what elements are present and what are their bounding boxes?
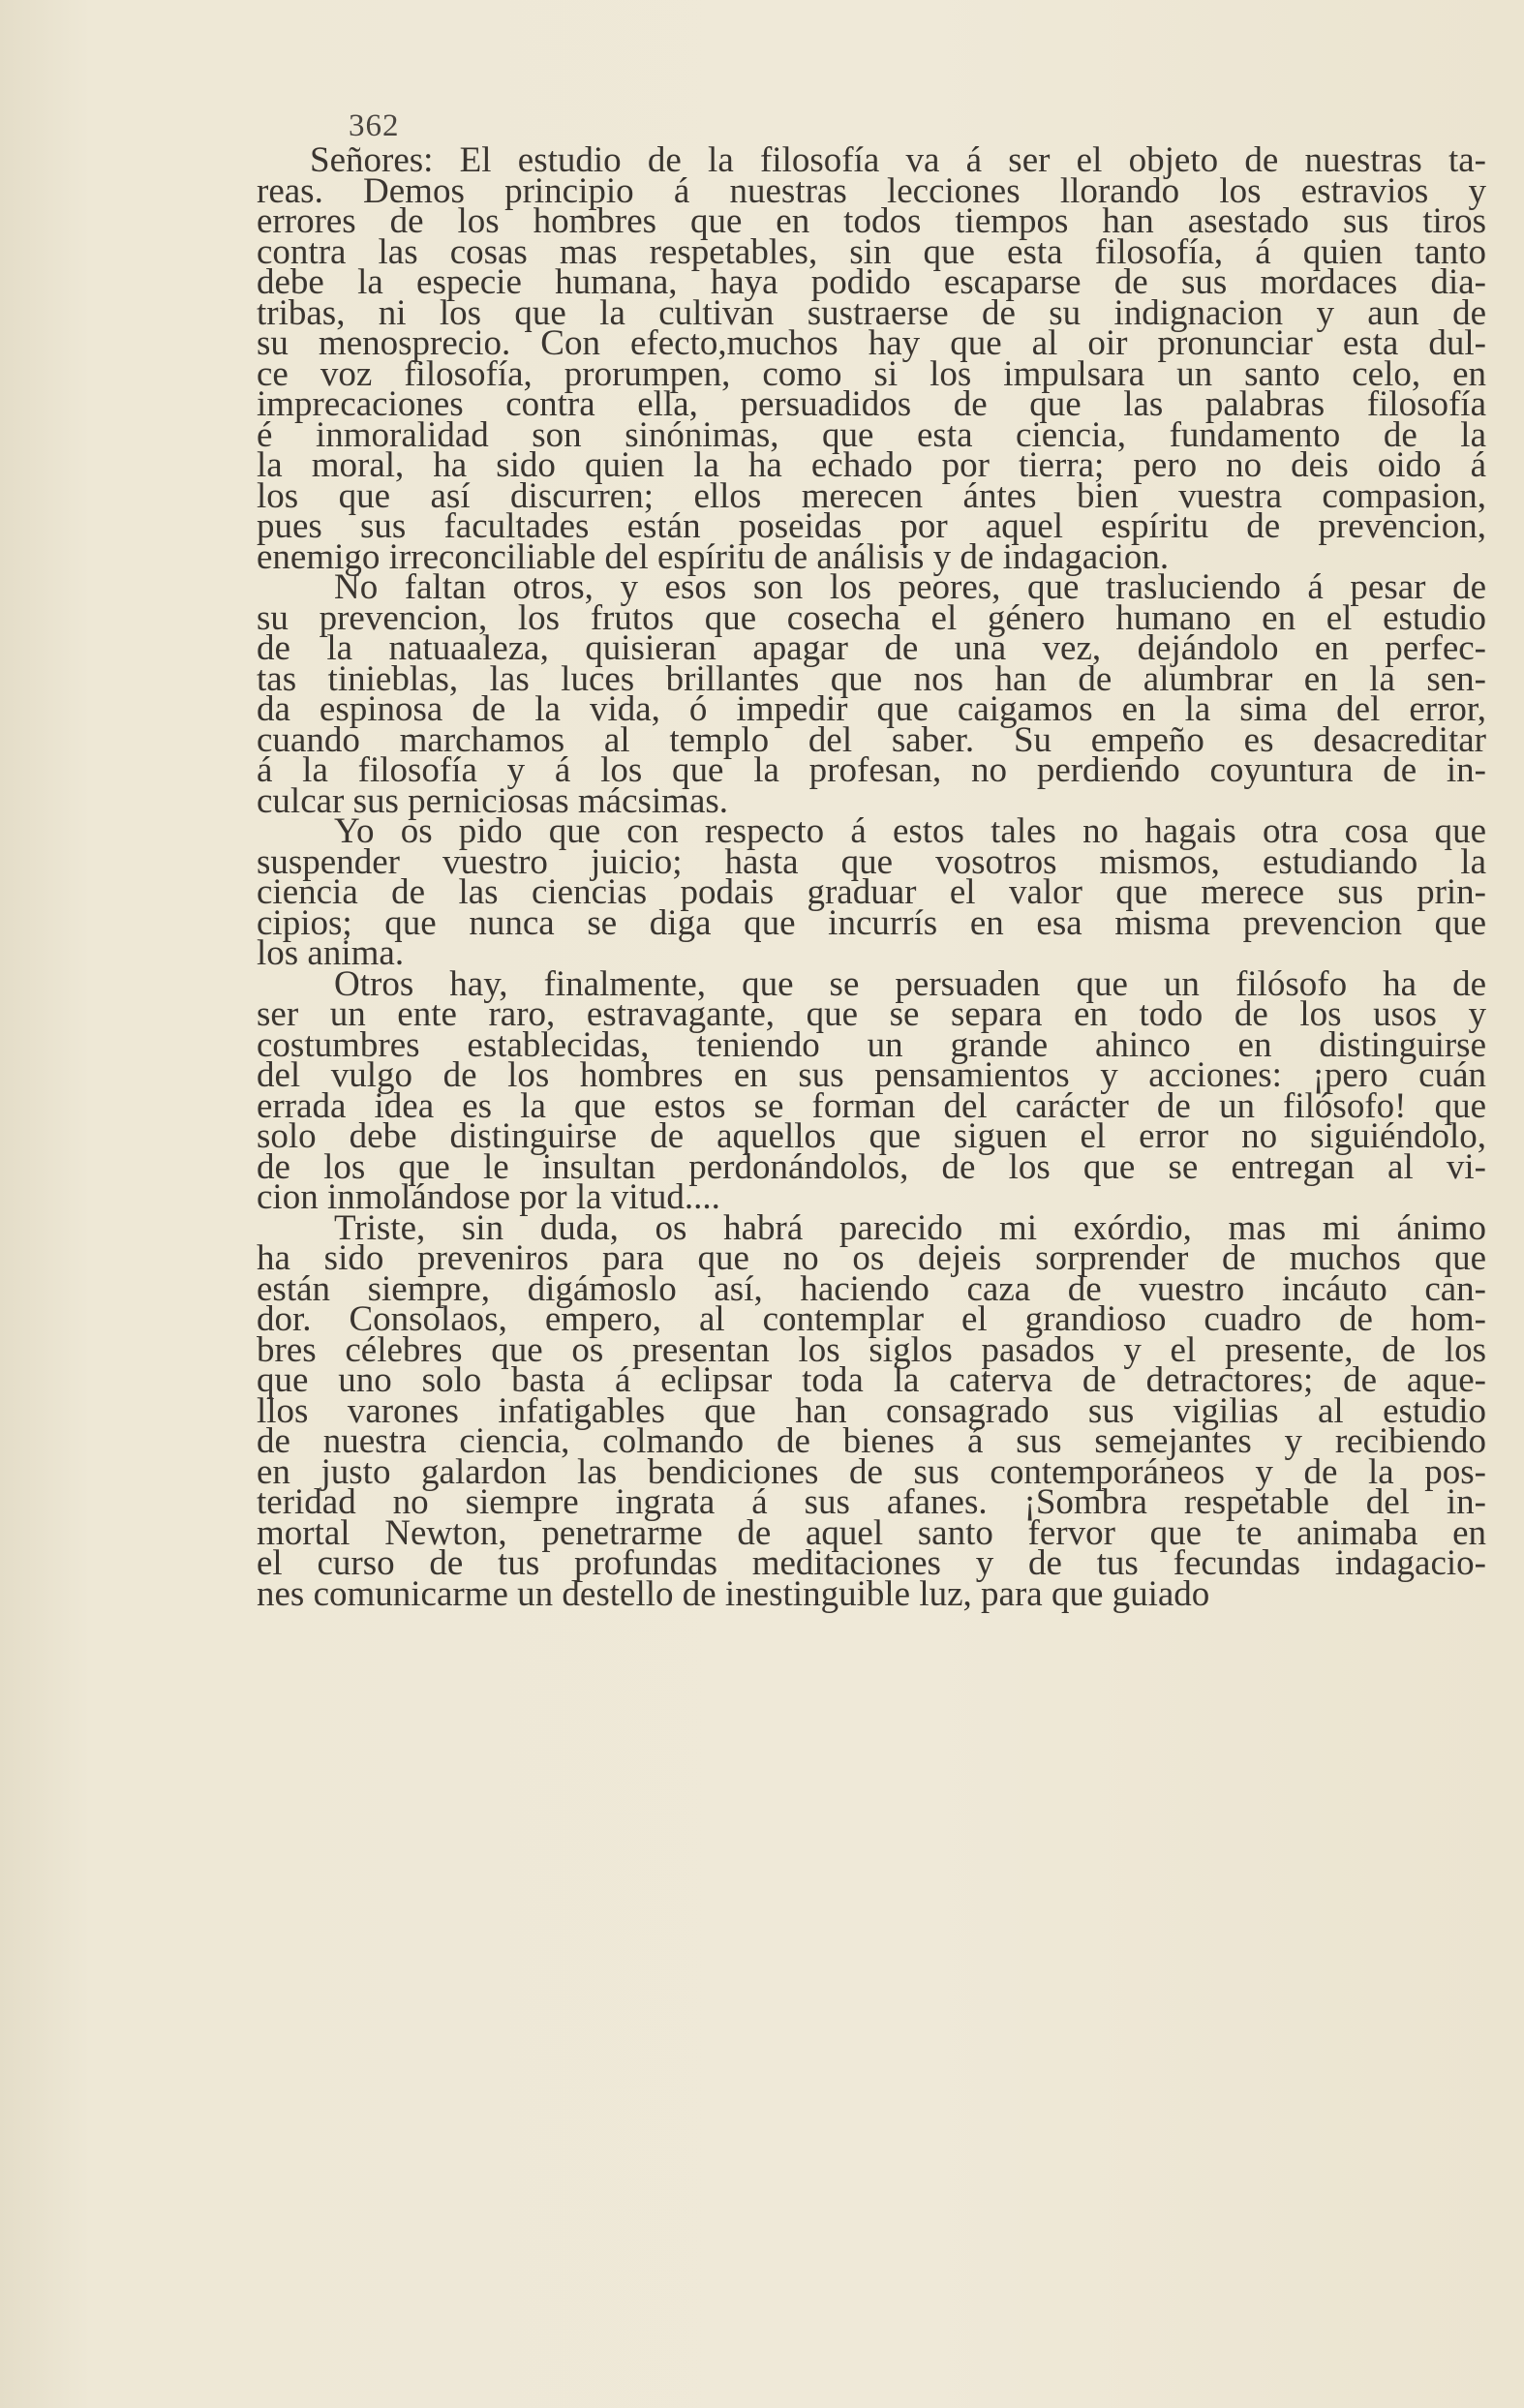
text-line: la moral, ha sido quien la ha echado por tierra; pero no deis oido á	[257, 445, 1486, 485]
text-line: costumbres establecidas, teniendo un grande ahinco en distinguirse	[257, 1024, 1486, 1065]
text-line: suspender vuestro juicio; hasta que vosotros mismos, estudiando la	[257, 841, 1486, 882]
text-line: No faltan otros, y esos son los peores, que trasluciendo á pesar de	[334, 567, 1486, 607]
text-line: los anima.	[257, 933, 405, 973]
text-line: están siempre, digámoslo así, haciendo caza de vuestro incáuto can-	[257, 1268, 1486, 1309]
text-line: llos varones infatigables que han consagrado sus vigilias al estudio	[257, 1390, 1486, 1431]
text-line: Yo os pido que con respecto á estos tales no hagais otra cosa que	[334, 811, 1486, 851]
text-line: contra las cosas mas respetables, sin que esta filosofía, á quien tanto	[257, 231, 1486, 272]
text-line: que uno solo basta á eclipsar toda la caterva de detractores; de aque-	[257, 1360, 1486, 1400]
text-line: de nuestra ciencia, colmando de bienes á sus semejantes y recibiendo	[257, 1421, 1486, 1461]
page-number: 362	[349, 108, 400, 143]
text-line: errores de los hombres que en todos tiempos han asestado sus tiros	[257, 201, 1486, 241]
text-line: á la filosofía y á los que la profesan, no perdiendo coyuntura de in-	[257, 750, 1486, 790]
text-line: su menosprecio. Con efecto,muchos hay que al oir pronunciar esta dul-	[257, 323, 1486, 363]
text-line: ce voz filosofía, prorumpen, como si los impulsara un santo celo, en	[257, 353, 1486, 394]
text-line: dor. Consolaos, empero, al contemplar el grandioso cuadro de hom-	[257, 1299, 1486, 1339]
text-line: Señores: El estudio de la filosofía va á ser el objeto de nuestras ta-	[310, 140, 1486, 180]
text-line: pues sus facultades están poseidas por aquel espíritu de prevencion,	[257, 506, 1486, 546]
text-line: nes comunicarme un destello de inestinguible luz, para que guiado	[257, 1573, 1210, 1614]
text-line: ser un ente raro, estravagante, que se separa en todo de los usos y	[257, 994, 1486, 1034]
text-line: del vulgo de los hombres en sus pensamientos y acciones: ¡pero cuán	[257, 1055, 1486, 1095]
text-line: los que así discurren; ellos merecen ántes bien vuestra compasion,	[257, 475, 1486, 516]
body-text	[257, 140, 1486, 1614]
text-line: de la natuaaleza, quisieran apagar de una vez, dejándolo en perfec-	[257, 628, 1486, 668]
text-line: cipios; que nunca se diga que incurrís en esa misma prevencion que	[257, 902, 1486, 943]
text-line: Otros hay, finalmente, que se persuaden que un filósofo ha de	[334, 963, 1486, 1004]
text-line: enemigo irreconciliable del espíritu de análisis y de indagacion.	[257, 536, 1170, 577]
text-line: Triste, sin duda, os habrá parecido mi exórdio, mas mi ánimo	[334, 1207, 1486, 1248]
text-line: reas. Demos principio á nuestras lecciones llorando los estravios y	[257, 170, 1486, 211]
text-line: cuando marchamos al templo del saber. Su empeño es desacreditar	[257, 719, 1486, 760]
text-line: solo debe distinguirse de aquellos que siguen el error no siguiéndolo,	[257, 1116, 1486, 1156]
text-line: ha sido preveniros para que no os dejeis sorprender de muchos que	[257, 1238, 1486, 1278]
text-line: bres célebres que os presentan los siglos pasados y el presente, de los	[257, 1329, 1486, 1370]
text-line: de los que le insultan perdonándolos, de los que se entregan al vi-	[257, 1146, 1486, 1187]
text-line: ciencia de las ciencias podais graduar el valor que merece sus prin-	[257, 872, 1486, 912]
text-line: teridad no siempre ingrata á sus afanes. ¡Sombra respetable del in-	[257, 1482, 1486, 1522]
text-line: imprecaciones contra ella, persuadidos de que las palabras filosofía	[257, 384, 1486, 424]
text-line: é inmoralidad son sinónimas, que esta ciencia, fundamento de la	[257, 414, 1486, 455]
text-line: su prevencion, los frutos que cosecha el género humano en el estudio	[257, 597, 1486, 638]
text-line: cion inmolándose por la vitud....	[257, 1177, 720, 1217]
text-line: tribas, ni los que la cultivan sustraerse de su indignacion y aun de	[257, 292, 1486, 333]
text-line: da espinosa de la vida, ó impedir que caigamos en la sima del error,	[257, 689, 1486, 729]
text-line: debe la especie humana, haya podido escaparse de sus mordaces dia-	[257, 262, 1486, 302]
text-line: errada idea es la que estos se forman del carácter de un filósofo! que	[257, 1085, 1486, 1126]
text-line: culcar sus perniciosas mácsimas.	[257, 780, 729, 821]
text-line: mortal Newton, penetrarme de aquel santo fervor que te animaba en	[257, 1512, 1486, 1553]
text-line: en justo galardon las bendiciones de sus contemporáneos y de la pos-	[257, 1451, 1486, 1492]
text-line: tas tinieblas, las luces brillantes que nos han de alumbrar en la sen-	[257, 658, 1486, 699]
text-line: el curso de tus profundas meditaciones y de tus fecundas indagacio-	[257, 1543, 1486, 1583]
